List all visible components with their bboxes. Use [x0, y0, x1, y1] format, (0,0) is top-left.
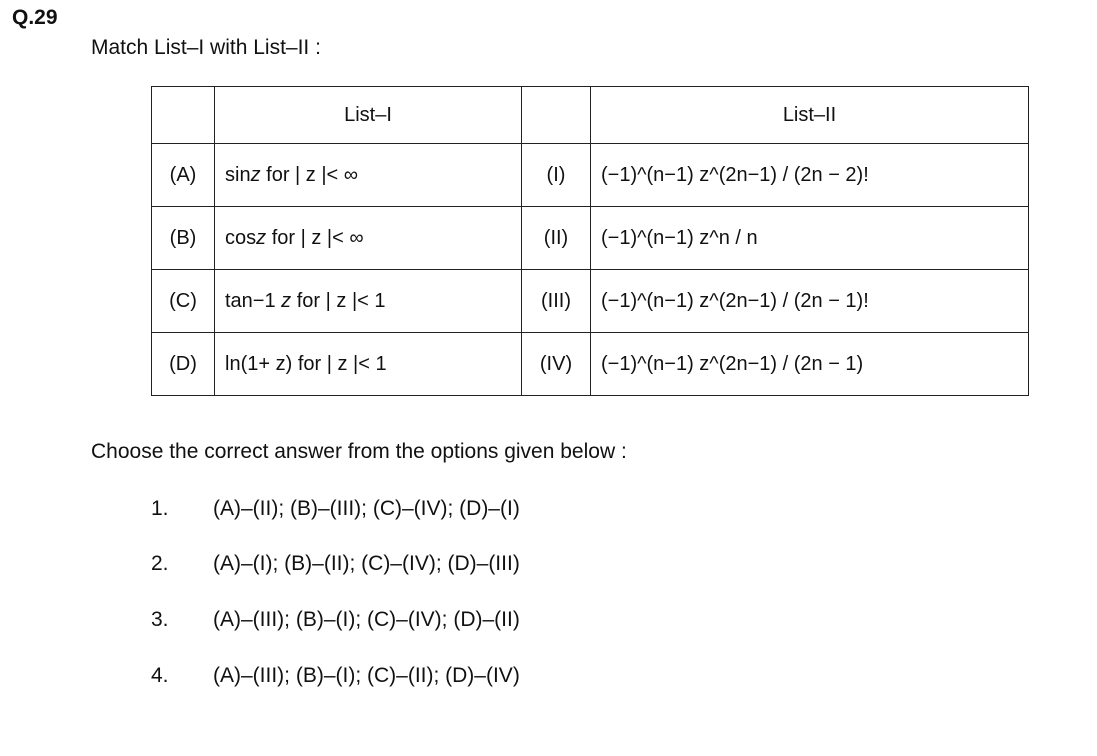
option-number: 4.	[151, 664, 169, 687]
list2-item-i: (−1)^(n−1) z^(2n−1) / (2n − 2)!	[591, 144, 1029, 207]
option-number: 3.	[151, 608, 169, 631]
option-4[interactable]	[151, 664, 520, 688]
condition-text: for | z |< 1	[296, 289, 386, 312]
question-number: Q.29	[12, 6, 58, 29]
condition-text: for | z |< ∞	[271, 226, 364, 249]
table-header-row	[152, 87, 1029, 144]
option-2[interactable]	[151, 552, 520, 576]
list1-item-a: sinz for | z |< ∞	[215, 144, 522, 207]
question-prompt: Match List–I with List–II :	[91, 36, 321, 59]
function-text: tan−1	[225, 289, 276, 312]
function-text: ln(1+ z)	[225, 352, 293, 375]
option-text: (A)–(I); (B)–(II); (C)–(IV); (D)–(III)	[213, 552, 520, 575]
header-blank-cell	[152, 87, 215, 144]
list1-item-d	[215, 333, 522, 396]
match-table	[151, 86, 1029, 396]
row-label-i: (I)	[522, 144, 591, 207]
option-text: (A)–(III); (B)–(I); (C)–(II); (D)–(IV)	[213, 664, 520, 687]
instruction-text: Choose the correct answer from the options given below :	[91, 440, 627, 463]
table-row	[152, 333, 1029, 396]
table-row	[152, 270, 1029, 333]
row-label-d: (D)	[152, 333, 215, 396]
header-blank-cell	[522, 87, 591, 144]
option-number: 1.	[151, 497, 169, 520]
function-text: cos	[225, 226, 257, 249]
list2-item-ii: (−1)^(n−1) z^n / n	[591, 207, 1029, 270]
table-row	[152, 144, 1029, 207]
table-row	[152, 207, 1029, 270]
option-text: (A)–(II); (B)–(III); (C)–(IV); (D)–(I)	[213, 497, 520, 520]
row-label-iv: (IV)	[522, 333, 591, 396]
option-3[interactable]	[151, 608, 520, 632]
row-label-ii: (II)	[522, 207, 591, 270]
header-list2: List–II	[591, 87, 1029, 144]
row-label-a: (A)	[152, 144, 215, 207]
row-label-c: (C)	[152, 270, 215, 333]
condition-text: for | z |< ∞	[266, 163, 359, 186]
function-text: sin	[225, 163, 251, 186]
row-label-b: (B)	[152, 207, 215, 270]
option-number: 2.	[151, 552, 169, 575]
header-list1: List–I	[215, 87, 522, 144]
condition-text: for | z |< 1	[297, 352, 387, 375]
option-text: (A)–(III); (B)–(I); (C)–(IV); (D)–(II)	[213, 608, 520, 631]
row-label-iii: (III)	[522, 270, 591, 333]
option-1[interactable]	[151, 497, 520, 521]
list1-item-b: cosz for | z |< ∞	[215, 207, 522, 270]
list2-item-iv: (−1)^(n−1) z^(2n−1) / (2n − 1)	[591, 333, 1029, 396]
list2-item-iii: (−1)^(n−1) z^(2n−1) / (2n − 1)!	[591, 270, 1029, 333]
list1-item-c: tan−1 z for | z |< 1	[215, 270, 522, 333]
